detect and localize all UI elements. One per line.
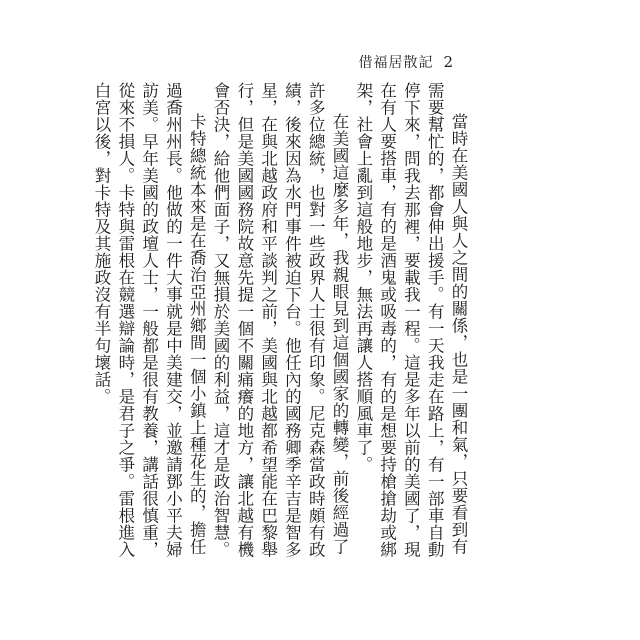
paragraph-2: 在美國這麼多年，我親眼見到這個國家的轉變，前後經過了許多位總統，也對一些政界人士很有印象。尼克森當政時頗有政績，後來因為水門事件被迫下台。他任內的國務卿季辛吉是智多星，在與北越政府和平談判之前，美國與北越都希望能在巴黎舉行，但是美國國務院故意先提一個不關痛癢的地方，讓北越有機會否決，給他們面子，又無損於美國的利益，這才是政治智慧。	[211, 82, 350, 558]
page-number: 2	[443, 53, 454, 71]
paragraph-1: 當時在美國人與人之間的關係，也是一團和氣，只要看到有需要幫忙的，都會伸出援手。有一天我走在路上，有一部車自動停下來，問我去那裡，要載我一程。這是多年以前的美國了，現在有人要搭車，有的是酒鬼或吸毒的，有的是想要持槍搶劫或綁架，社會上亂到這般地步，無法再讓人搭順風車了。	[353, 82, 468, 558]
paragraph-3: 卡特總統本來是在喬治亞州鄉間一個小鎮上種花生的，擔任過喬州州長。他做的一件大事就是中美建交，並邀請鄧小平夫婦訪美。早年美國的政壇人士，一般都是很有教養，講話很慎重，從來不損人。卡特與雷根在競選辯論時，是君子之爭。雷根進入白宮以後，對卡特及其施政沒有半句壞話。	[92, 82, 207, 558]
running-header	[358, 52, 454, 72]
book-title: 借福居散記	[358, 55, 434, 71]
vertical-body-text	[92, 82, 470, 562]
